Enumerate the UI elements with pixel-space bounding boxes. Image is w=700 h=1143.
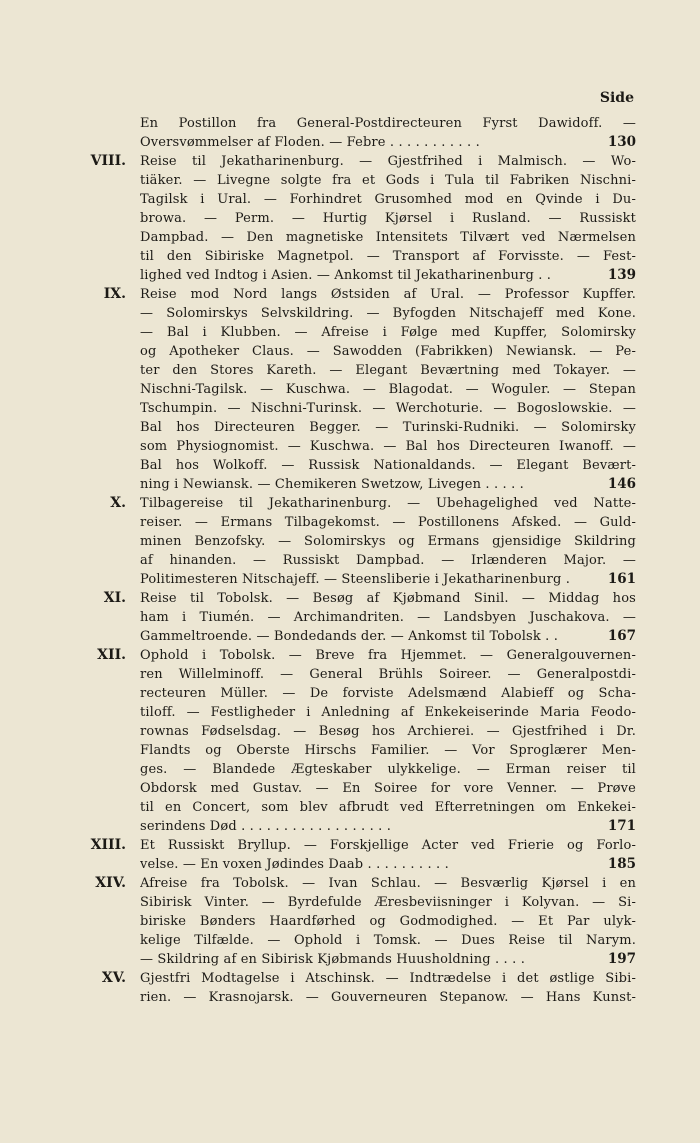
page-number: 197	[607, 951, 636, 967]
toc-entry	[90, 152, 636, 285]
toc-line-text: til den Sibiriske Magnetpol. — Transport af Forvisste. — Fest-	[140, 249, 636, 264]
toc-line-text: Gjestfri Modtagelse i Atschinsk. — Indtrædelse i det østlige Sibi-	[140, 971, 636, 986]
toc-line	[140, 209, 636, 228]
toc-line-text: Tschumpin. — Nischni-Turinsk. — Werchoturie. — Bogoslowskie. —	[140, 401, 636, 416]
toc-line	[140, 266, 636, 285]
toc-line-text: af hinanden. — Russiskt Dampbad. — Irlænderen Major. —	[140, 553, 636, 568]
toc-line	[140, 646, 636, 665]
toc-line	[140, 950, 636, 969]
toc-line-text: tiloff. — Festligheder i Anledning af Enkekeiserinde Maria Feodo-	[140, 705, 636, 720]
toc-line	[140, 969, 636, 988]
toc-line	[140, 494, 636, 513]
toc-line	[140, 589, 636, 608]
toc-line-text: Sibirisk Vinter. — Byrdefulde Æresbeviisninger i Kolyvan. — Si-	[140, 895, 636, 910]
toc-line	[140, 760, 636, 779]
toc-line	[140, 722, 636, 741]
toc-line-text: som Physiognomist. — Kuschwa. — Bal hos Directeuren Iwanoff. —	[140, 439, 636, 454]
toc-line-text: recteuren Müller. — De forviste Adelsmænd Alabieff og Scha-	[140, 686, 636, 701]
page-number: 185	[607, 856, 636, 872]
toc-line	[140, 437, 636, 456]
toc-line-text: biriske Bønders Haardførhed og Godmodighed. — Et Par ulyk-	[140, 914, 636, 929]
toc-line-text: Reise til Tobolsk. — Besøg af Kjøbmand Sinil. — Middag hos	[140, 591, 636, 606]
toc-entry	[95, 874, 636, 969]
toc-line-text: browa. — Perm. — Hurtig Kjørsel i Rusland. — Russiskt	[140, 211, 636, 226]
side-column-label: Side	[599, 90, 634, 106]
toc-line-text: Bal hos Directeuren Begger. — Turinski-Rudniki. — Solomirsky	[140, 420, 636, 435]
toc-line	[140, 361, 636, 380]
toc-line	[140, 912, 636, 931]
toc-line	[140, 323, 636, 342]
toc-entry	[90, 836, 636, 874]
toc-line-text: ges. — Blandede Ægteskaber ulykkelige. — Erman reiser til	[140, 762, 636, 777]
toc-entry	[140, 114, 636, 152]
chapter-numeral: XII.	[97, 647, 126, 663]
chapter-numeral: XIV.	[95, 875, 126, 891]
toc-line	[140, 893, 636, 912]
toc-line-text: Dampbad. — Den magnetiske Intensitets Tilvært ved Nærmelsen	[140, 230, 636, 245]
toc-line-text: — Skildring af en Sibirisk Kjøbmands Huusholdning . . . .	[140, 952, 525, 967]
toc-line-text: Tagilsk i Ural. — Forhindret Grusomhed mod en Qvinde i Du-	[140, 192, 636, 207]
table-of-contents	[90, 114, 636, 1007]
page-number: 167	[607, 628, 636, 644]
toc-line	[140, 513, 636, 532]
toc-line	[140, 988, 636, 1007]
chapter-numeral: X.	[110, 495, 126, 511]
toc-line-text: tiäker. — Livegne solgte fra et Gods i Tula til Fabriken Nischni-	[140, 173, 636, 188]
chapter-numeral: IX.	[103, 286, 126, 302]
toc-line-text: lighed ved Indtog i Asien. — Ankomst til Jekatharinenburg . .	[140, 268, 552, 283]
toc-line	[140, 456, 636, 475]
toc-line-text: til en Concert, som blev afbrudt ved Efterretningen om Enkekei-	[140, 800, 636, 815]
toc-line	[140, 665, 636, 684]
toc-line-text: Oversvømmelser af Floden. — Febre . . . . . . . . . . .	[140, 135, 480, 150]
toc-line	[140, 380, 636, 399]
toc-line-text: kelige Tilfælde. — Ophold i Tomsk. — Dues Reise til Narym.	[140, 933, 636, 948]
toc-line-text: Reise mod Nord langs Østsiden af Ural. — Professor Kupffer.	[140, 287, 636, 302]
toc-entry	[103, 589, 636, 646]
toc-line-text: Obdorsk med Gustav. — En Soiree for vore Venner. — Prøve	[140, 781, 636, 796]
toc-line-text: Bal hos Wolkoff. — Russisk Nationaldands. — Elegant Bevært-	[140, 458, 636, 473]
chapter-numeral: XI.	[103, 590, 126, 606]
toc-line	[140, 551, 636, 570]
toc-line	[140, 931, 636, 950]
toc-line	[140, 133, 636, 152]
toc-line	[140, 570, 636, 589]
toc-line	[140, 779, 636, 798]
toc-line	[140, 741, 636, 760]
page-number: 146	[607, 476, 636, 492]
toc-entry	[101, 969, 636, 1007]
toc-line-text: og Apotheker Claus. — Sawodden (Fabrikken) Newiansk. — Pe-	[140, 344, 636, 359]
toc-line-text: rownas Fødselsdag. — Besøg hos Archierei. — Gjestfrihed i Dr.	[140, 724, 636, 739]
toc-line	[140, 817, 636, 836]
toc-line-text: Gammeltroende. — Bondedands der. — Ankomst til Tobolsk . .	[140, 629, 558, 644]
toc-line	[140, 855, 636, 874]
toc-line-text: minen Benzofsky. — Solomirskys og Ermans gjensidige Skildring	[140, 534, 636, 549]
page-number: 139	[607, 267, 636, 283]
toc-line-text: Ophold i Tobolsk. — Breve fra Hjemmet. — Generalgouvernen-	[140, 648, 636, 663]
toc-line	[140, 627, 636, 646]
toc-line-text: Tilbagereise til Jekatharinenburg. — Ubehagelighed ved Natte-	[140, 496, 636, 511]
toc-line	[140, 190, 636, 209]
toc-line-text: Flandts og Oberste Hirschs Familier. — Vor Sproglærer Men-	[140, 743, 636, 758]
toc-line	[140, 114, 636, 133]
toc-line	[140, 399, 636, 418]
toc-line-text: En Postillon fra General-Postdirecteuren Fyrst Dawidoff. —	[140, 116, 636, 131]
toc-line	[140, 798, 636, 817]
toc-line-text: ren Willelminoff. — General Brühls Soireer. — Generalpostdi-	[140, 667, 636, 682]
toc-line	[140, 836, 636, 855]
toc-line-text: — Solomirskys Selvskildring. — Byfogden Nitschajeff med Kone.	[140, 306, 636, 321]
toc-line-text: — Bal i Klubben. — Afreise i Følge med Kupffer, Solomirsky	[140, 325, 636, 340]
toc-line-text: velse. — En voxen Jødindes Daab . . . . . . . . . .	[140, 857, 449, 872]
toc-line-text: ter den Stores Kareth. — Elegant Beværtning med Tokayer. —	[140, 363, 636, 378]
page-number: 130	[607, 134, 636, 150]
toc-entry	[103, 285, 636, 494]
toc-line	[140, 247, 636, 266]
page-number: 161	[607, 571, 636, 587]
toc-line	[140, 874, 636, 893]
toc-line	[140, 171, 636, 190]
toc-line	[140, 703, 636, 722]
toc-line	[140, 304, 636, 323]
toc-line-text: serindens Død . . . . . . . . . . . . . . . . . .	[140, 819, 391, 834]
toc-entry	[97, 646, 636, 836]
chapter-numeral: VIII.	[90, 153, 126, 169]
toc-line	[140, 418, 636, 437]
toc-line	[140, 475, 636, 494]
toc-line-text: ham i Tiumén. — Archimandriten. — Landsbyen Juschakova. —	[140, 610, 636, 625]
toc-line-text: Nischni-Tagilsk. — Kuschwa. — Blagodat. — Woguler. — Stepan	[140, 382, 636, 397]
toc-line	[140, 608, 636, 627]
toc-entry	[110, 494, 636, 589]
toc-line-text: Politimesteren Nitschajeff. — Steensliberie i Jekatharinenburg .	[140, 572, 571, 587]
chapter-numeral: XV.	[101, 970, 126, 986]
toc-line-text: Afreise fra Tobolsk. — Ivan Schlau. — Besværlig Kjørsel i en	[140, 876, 636, 891]
toc-line	[140, 532, 636, 551]
chapter-numeral: XIII.	[90, 837, 126, 853]
toc-line-text: Et Russiskt Bryllup. — Forskjellige Acter ved Frierie og Forlo-	[140, 838, 636, 853]
toc-line-text: Reise til Jekatharinenburg. — Gjestfrihed i Malmisch. — Wo-	[140, 154, 636, 169]
toc-line-text: rien. — Krasnojarsk. — Gouverneuren Stepanow. — Hans Kunst-	[140, 990, 636, 1005]
toc-line	[140, 152, 636, 171]
toc-line	[140, 684, 636, 703]
toc-line	[140, 285, 636, 304]
toc-line	[140, 342, 636, 361]
page-number: 171	[607, 818, 636, 834]
toc-line-text: reiser. — Ermans Tilbagekomst. — Postillonens Afsked. — Guld-	[140, 515, 636, 530]
toc-line	[140, 228, 636, 247]
toc-line-text: ning i Newiansk. — Chemikeren Swetzow, Livegen . . . . .	[140, 477, 524, 492]
